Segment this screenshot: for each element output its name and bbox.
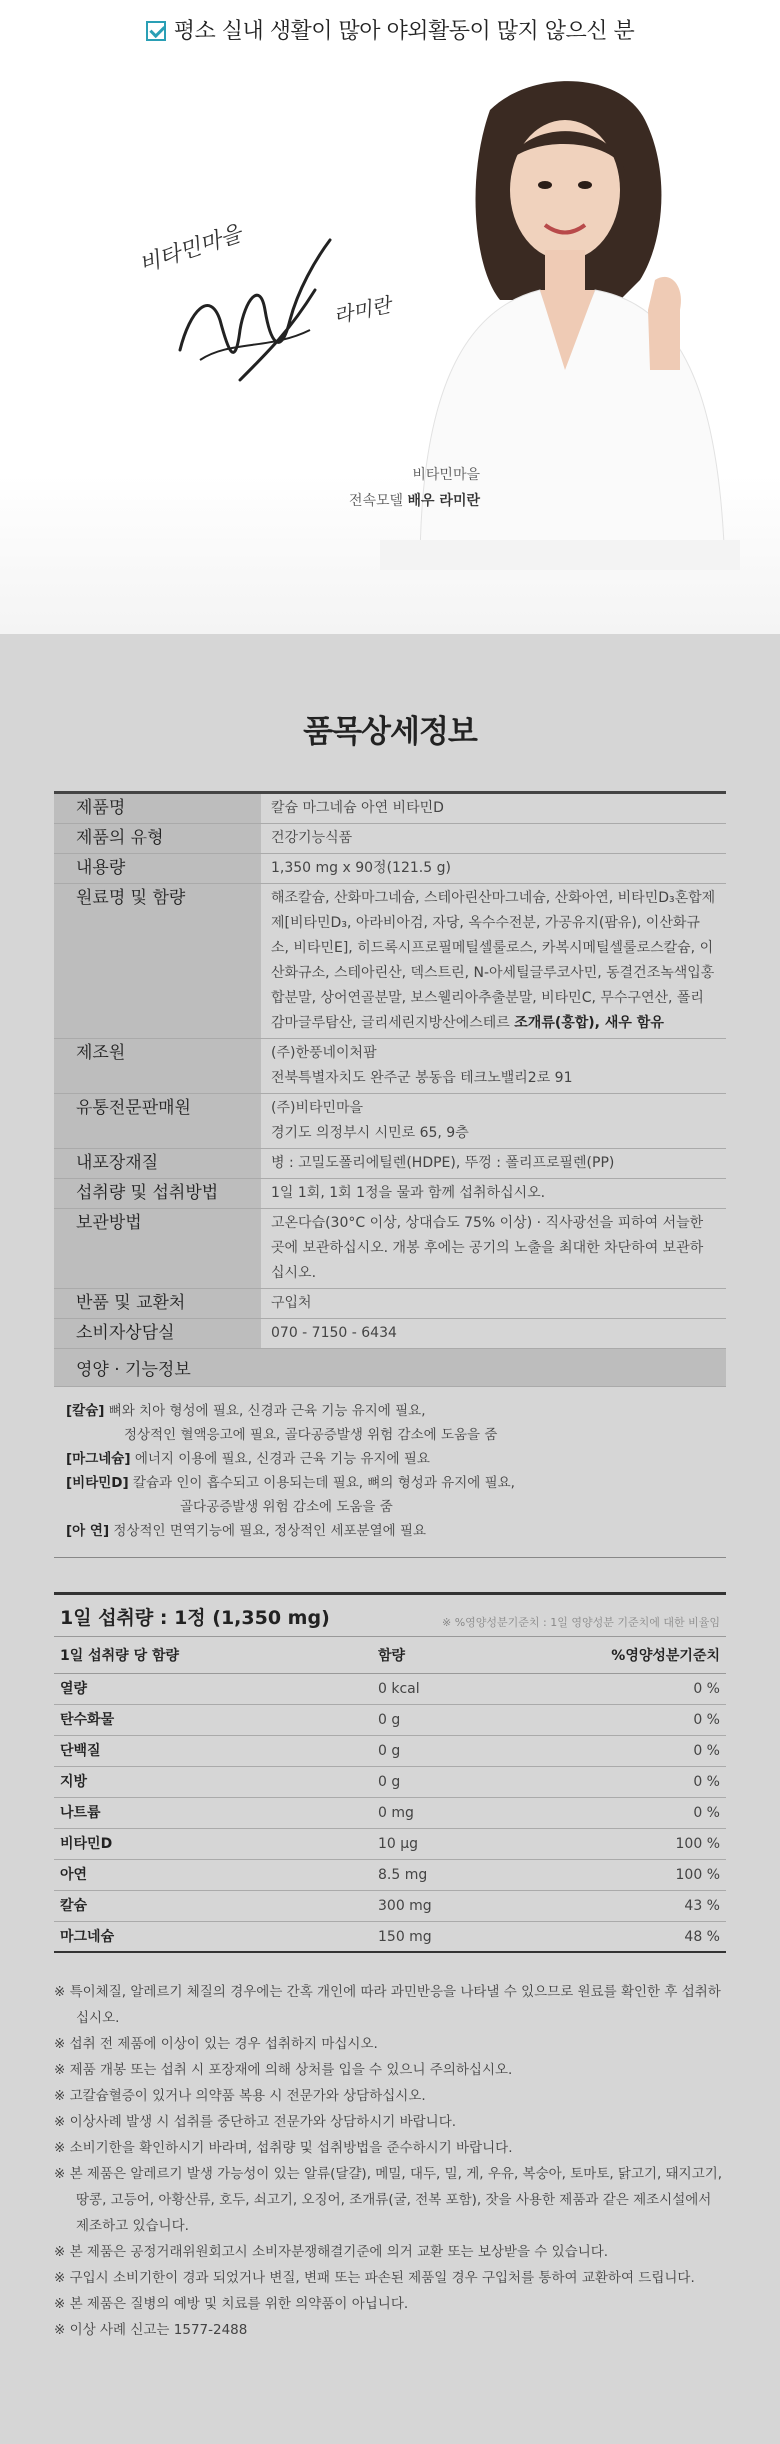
info-value [261, 793, 726, 824]
nutrient-amount: 0 mg [378, 1805, 414, 1821]
info-value-address: 전북특별자치도 완주군 봉동읍 테크노밸리2로 91 [271, 1070, 573, 1086]
nutrient-amount: 0 kcal [378, 1681, 420, 1697]
nutrient-function-text-cont: 골다공증발생 위험 감소에 도움을 줌 [180, 1499, 393, 1515]
allergen-warning: 조개류(홍합), 새우 함유 [514, 1015, 664, 1031]
nutrient-amount: 0 g [378, 1712, 401, 1728]
info-value-text: 칼슘 마그네슘 아연 비타민D [271, 800, 444, 816]
info-key: 섭취량 및 섭취방법 [54, 1179, 261, 1209]
serving-table [54, 1592, 726, 1953]
caption-brand: 비타민마을 [412, 467, 480, 483]
info-key: 반품 및 교환처 [54, 1289, 261, 1319]
nutrient-tag: [칼슘] [66, 1403, 105, 1419]
hero-headline: 평소 실내 생활이 많아 야외활동이 많지 않으신 분 [173, 19, 635, 44]
info-row [54, 1289, 726, 1319]
nutrient-function-text: 칼슘과 인이 흡수되고 이용되는데 필요, 뼈의 형성과 유지에 필요, [132, 1475, 515, 1491]
serving-row [54, 1798, 726, 1829]
info-row [54, 793, 726, 824]
info-row [54, 1319, 726, 1349]
serving-title: 1일 섭취량 : 1정 (1,350 mg) [60, 1607, 330, 1629]
caution-note: ※ 소비기한을 확인하시기 바라며, 섭취량 및 섭취방법을 준수하시기 바랍니다. [54, 2140, 513, 2156]
hero-banner [0, 0, 780, 634]
nutrition-function-header: 영양 · 기능정보 [54, 1349, 726, 1387]
serving-note: ※ %영양성분기준치 : 1일 영양성분 기준치에 대한 비율임 [442, 1616, 720, 1629]
nutrition-item [66, 1399, 714, 1423]
info-value-text: 1,350 mg x 90정(121.5 g) [271, 860, 451, 876]
nutrition-item [66, 1519, 714, 1543]
product-info-body [54, 793, 726, 1349]
hero-headline-row [0, 14, 780, 45]
nutrient-percent: 0 % [693, 1681, 720, 1697]
info-value-text: (주)비타민마을 [271, 1100, 364, 1116]
info-value-address: 경기도 의정부시 시민로 65, 9층 [271, 1125, 469, 1141]
nutrient-percent: 100 % [675, 1836, 720, 1852]
info-row [54, 824, 726, 854]
info-value [261, 1319, 726, 1349]
info-value-text: 해조칼슘, 산화마그네슘, 스테아린산마그네슘, 산화아연, 비타민D₃혼합제제[비타민D₃, 아라비아검, 자당, 옥수수전분, 가공유지(팜유), 이산화규소, 비타민E], 히드록시프로필메틸셀룰로스, 카복시메틸셀룰로스칼슘, 이산화규소, 스테아린산, 덱스트린, N-아세틸글루코사민, 동결건조녹색입홍합분말, 상어연골분말, 보스웰리아추출분말, 비타민C, 무수구연산, 폴리감마글루탐산, 글리세린지방산에스테르 [271, 890, 716, 1031]
nutrient-percent: 43 % [684, 1898, 720, 1914]
info-value-text: 고온다습(30°C 이상, 상대습도 75% 이상) · 직사광선을 피하여 서늘한 곳에 보관하십시오. 개봉 후에는 공기의 노출을 최대한 차단하여 보관하십시오. [271, 1215, 704, 1281]
serving-row [54, 1736, 726, 1767]
info-row [54, 1149, 726, 1179]
serving-header [54, 1592, 726, 1637]
nutrient-tag: [비타민D] [66, 1475, 129, 1491]
autograph-signature [140, 200, 420, 400]
caution-note: ※ 고칼슘혈증이 있거나 의약품 복용 시 전문가와 상담하십시오. [54, 2088, 426, 2104]
info-key: 제품명 [54, 793, 261, 824]
signature-drawing [140, 200, 420, 400]
info-value-text: (주)한풍네이처팜 [271, 1045, 377, 1061]
info-value [261, 824, 726, 854]
info-row [54, 1179, 726, 1209]
info-key: 제조원 [54, 1039, 261, 1094]
info-key: 제품의 유형 [54, 824, 261, 854]
info-row [54, 1094, 726, 1149]
nutrient-percent: 48 % [684, 1929, 720, 1945]
info-value [261, 1179, 726, 1209]
info-value-text: 1일 1회, 1회 1정을 물과 함께 섭취하십시오. [271, 1185, 546, 1201]
nutrition-item [66, 1447, 714, 1471]
nutrient-function-text: 정상적인 면역기능에 필요, 정상적인 세포분열에 필요 [113, 1523, 427, 1539]
caution-note: ※ 섭취 전 제품에 이상이 있는 경우 섭취하지 마십시오. [54, 2036, 378, 2052]
nutrient-amount: 300 mg [378, 1898, 432, 1914]
signature-text-name: 라미란 [331, 292, 394, 329]
caution-note: ※ 본 제품은 질병의 예방 및 치료를 위한 의약품이 아닙니다. [54, 2296, 409, 2312]
nutrient-percent: 0 % [693, 1743, 720, 1759]
signature-text-top: 비타민마을 [140, 221, 245, 279]
info-row [54, 1039, 726, 1094]
info-value [261, 1289, 726, 1319]
nutrient-amount: 10 µg [378, 1836, 419, 1852]
serving-row [54, 1922, 726, 1953]
nutrient-amount: 0 g [378, 1774, 401, 1790]
info-value [261, 1209, 726, 1289]
caution-note: ※ 본 제품은 공정거래위원회고시 소비자분쟁해결기준에 의거 교환 또는 보상받을 수 있습니다. [54, 2244, 609, 2260]
nutrient-name: 열량 [60, 1681, 88, 1697]
model-caption [330, 462, 480, 514]
info-row [54, 884, 726, 1039]
nutrient-amount: 0 g [378, 1743, 401, 1759]
serving-row [54, 1767, 726, 1798]
info-key: 내포장재질 [54, 1149, 261, 1179]
nutrient-function-text: 뼈와 치아 형성에 필요, 신경과 근육 기능 유지에 필요, [108, 1403, 426, 1419]
nutrient-percent: 0 % [693, 1805, 720, 1821]
nutrient-percent: 0 % [693, 1712, 720, 1728]
nutrient-percent: 0 % [693, 1774, 720, 1790]
nutrient-name: 탄수화물 [60, 1712, 115, 1728]
nutrition-function-box [54, 1387, 726, 1558]
caution-note: ※ 본 제품은 알레르기 발생 가능성이 있는 알류(달걀), 메밀, 대두, 밀, 게, 우유, 복숭아, 토마토, 닭고기, 돼지고기, 땅콩, 고등어, 아황산류, 호두, 쇠고기, 오징어, 조개류(굴, 전복 포함), 잣을 사용한 제품과 같은 제조시설에서 제조하고 있습니다. [54, 2166, 723, 2234]
serving-rows [54, 1674, 726, 1953]
nutrition-item [66, 1471, 714, 1495]
caution-note: ※ 이상사례 발생 시 섭취를 중단하고 전문가와 상담하시기 바랍니다. [54, 2114, 457, 2130]
col-header-nutrient: 1일 섭취량 당 함량 [60, 1648, 180, 1664]
serving-column-headers [54, 1637, 726, 1674]
nutrient-amount: 150 mg [378, 1929, 432, 1945]
caution-note: ※ 구입시 소비기한이 경과 되었거나 변질, 변패 또는 파손된 제품일 경우 구입처를 통하여 교환하여 드립니다. [54, 2270, 695, 2286]
info-value-text: 병 : 고밀도폴리에틸렌(HDPE), 뚜껑 : 폴리프로필렌(PP) [271, 1155, 615, 1171]
info-value [261, 1039, 726, 1094]
caption-model-name: 배우 라미란 [407, 493, 480, 509]
caution-note: ※ 이상 사례 신고는 1577-2488 [54, 2322, 248, 2338]
info-key: 유통전문판매원 [54, 1094, 261, 1149]
info-row [54, 854, 726, 884]
nutrient-function-text: 에너지 이용에 필요, 신경과 근육 기능 유지에 필요 [134, 1451, 430, 1467]
caution-note: ※ 제품 개봉 또는 섭취 시 포장재에 의해 상처를 입을 수 있으니 주의하십시오. [54, 2062, 513, 2078]
info-value-text: 건강기능식품 [271, 830, 353, 846]
nutrient-percent: 100 % [675, 1867, 720, 1883]
col-header-percent: %영양성분기준치 [611, 1648, 720, 1664]
caution-note: ※ 특이체질, 알레르기 체질의 경우에는 간혹 개인에 따라 과민반응을 나타낼 수 있으므로 원료를 확인한 후 섭취하십시오. [54, 1984, 721, 2026]
info-value [261, 884, 726, 1039]
col-header-amount: 함량 [378, 1648, 406, 1664]
info-value [261, 854, 726, 884]
info-key: 보관방법 [54, 1209, 261, 1289]
info-key: 소비자상담실 [54, 1319, 261, 1349]
checkbox-icon [146, 21, 166, 41]
info-row [54, 1209, 726, 1289]
info-value [261, 1094, 726, 1149]
nutrient-name: 지방 [60, 1774, 88, 1790]
product-detail-section [0, 634, 780, 2343]
nutrient-amount: 8.5 mg [378, 1867, 428, 1883]
info-key: 원료명 및 함량 [54, 884, 261, 1039]
info-key: 내용량 [54, 854, 261, 884]
nutrient-name: 나트륨 [60, 1805, 101, 1821]
serving-row [54, 1829, 726, 1860]
info-value-text: 구입처 [271, 1295, 312, 1311]
nutrient-name: 아연 [60, 1867, 88, 1883]
info-value [261, 1149, 726, 1179]
caption-model-line: 전속모델 배우 라미란 [348, 493, 480, 509]
nutrient-function-text-cont: 정상적인 혈액응고에 필요, 골다공증발생 위험 감소에 도움을 줌 [124, 1427, 498, 1443]
serving-row [54, 1674, 726, 1705]
product-info-table [54, 791, 726, 1349]
serving-row [54, 1891, 726, 1922]
info-value-text: 070 - 7150 - 6434 [271, 1325, 397, 1341]
nutrient-tag: [마그네슘] [66, 1451, 131, 1467]
nutrient-tag: [아 연] [66, 1523, 110, 1539]
nutrient-name: 비타민D [60, 1836, 113, 1852]
nutrient-name: 마그네슘 [60, 1929, 115, 1945]
nutrient-name: 칼슘 [60, 1898, 88, 1914]
nutrient-name: 단백질 [60, 1743, 101, 1759]
serving-row [54, 1860, 726, 1891]
caution-notes [54, 1979, 726, 2343]
serving-row [54, 1705, 726, 1736]
detail-title: 품목상세정보 [303, 714, 477, 750]
